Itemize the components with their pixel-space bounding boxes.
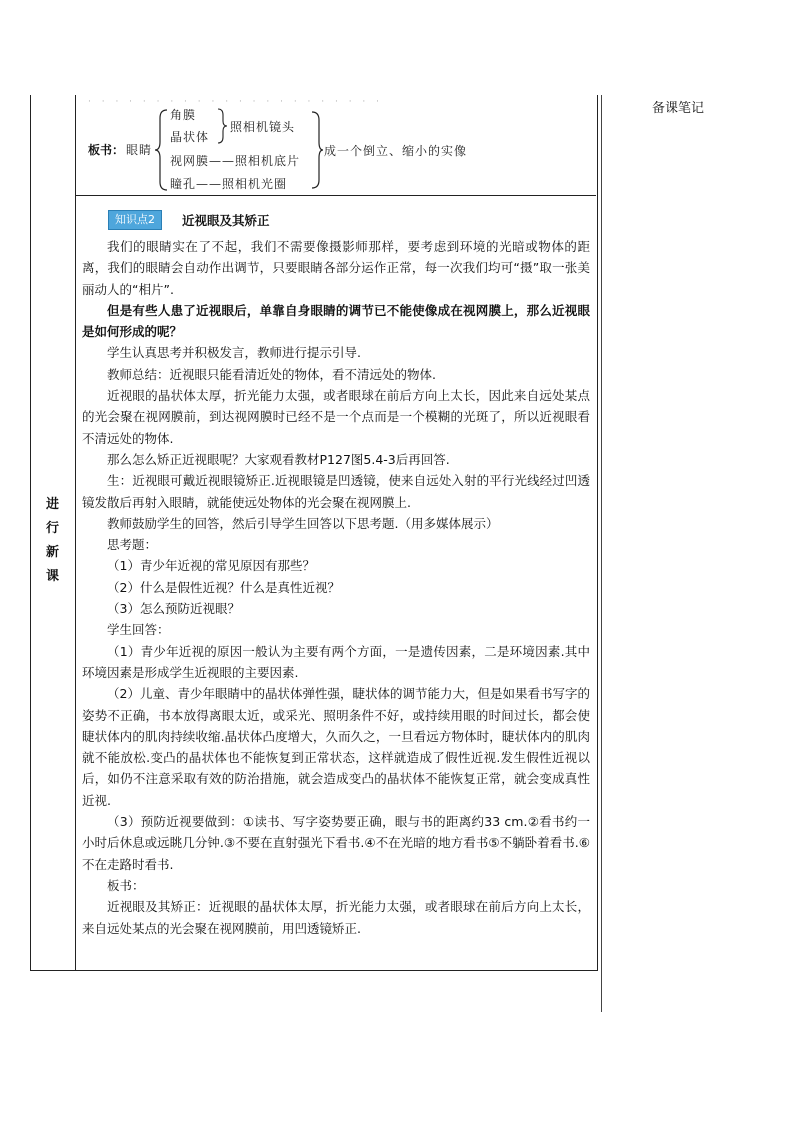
notes-column-divider — [601, 95, 602, 1012]
right-brace — [310, 110, 324, 190]
board-item-lens: 晶状体 — [170, 130, 210, 144]
row-divider — [75, 195, 596, 196]
board-item-pupil: 瞳孔——照相机光圈 — [170, 177, 288, 191]
board-eye: 眼睛 — [126, 143, 153, 157]
section-char: 进 — [45, 497, 59, 512]
answer-item: （3）预防近视要做到：①读书、写字姿势要正确，眼与书的距离约33 cm.②看书约一小时后休息或远眺几分钟.③不要在直射强光下看书.④不在光暗的地方看书⑤不躺卧着看书.⑥不在走路时看书. — [82, 814, 590, 872]
paragraph: 但是有些人患了近视眼后，单靠自身眼睛的调节已不能使像成在视网膜上，那么近视眼是如何形成的呢？ — [82, 302, 590, 340]
lesson-content — [82, 210, 590, 939]
knowledge-point-header — [82, 210, 590, 230]
paragraph: 我们的眼睛实在了不起，我们不需要像摄影师那样，要考虑到环境的光暗或物体的距离，我们的眼睛会自动作出调节，只要眼睛各部分运作正常，每一次我们均可“摄”取一张美丽动人的“相片”. — [82, 239, 590, 297]
paragraph: 生：近视眼可戴近视眼镜矫正.近视眼镜是凹透镜，使来自远处入射的平行光线经过凹透镜发散后再射入眼睛，就能使远处物体的光会聚在视网膜上. — [82, 473, 590, 510]
paragraph: 那么怎么矫正近视眼呢？大家观看教材P127图5.4-3后再回答. — [107, 451, 450, 467]
knowledge-point-badge: 知识点2 — [108, 210, 162, 230]
paragraph: 板书： — [107, 877, 145, 893]
board-item-cornea: 角膜 — [170, 108, 197, 122]
board-diagram — [82, 106, 592, 192]
board-camera-lens: 照相机镜头 — [230, 120, 296, 134]
answer-item: （2）儿童、青少年眼睛中的晶状体弹性强，睫状体的调节能力大，但是如果看书写字的姿势不正确，书本放得离眼太近，或采光、照明条件不好，或持续用眼的时间过长，都会使睫状体内的肌肉持续收缩.晶状体凸度增大，久而久之，一旦看远方物体时，睫状体内的肌肉就不能放松.变凸的晶状体也不能恢复到正常状态，这样就造成了假性近视.发生假性近视以后，如仍不注意采取有效的防治措施，就会造成变凸的晶状体不能恢复正常，就会变成真性近视. — [82, 686, 590, 808]
dotted-ruler: · · · · · · · · · · · · · · · · · · · · · · — [88, 97, 384, 107]
small-brace — [216, 107, 228, 145]
left-brace — [155, 108, 169, 192]
section-char: 行 — [45, 521, 59, 536]
paragraph: 学生认真思考并积极发言，教师进行提示引导. — [107, 345, 361, 361]
board-result: 成一个倒立、缩小的实像 — [324, 144, 468, 158]
paragraph: 思考题： — [107, 537, 158, 553]
section-char: 新 — [45, 545, 59, 560]
notes-title: 备课笔记 — [652, 101, 705, 116]
paragraph: 近视眼及其矫正：近视眼的晶状体太厚，折光能力太强，或者眼球在前后方向上太长，来自远处某点的光会聚在视网膜前，用凹透镜矫正. — [82, 899, 590, 936]
question-item: （1）青少年近视的常见原因有那些？ — [107, 558, 315, 574]
board-label: 板书： — [88, 143, 125, 157]
column-divider — [75, 95, 76, 970]
paragraph: 教师鼓励学生的回答，然后引导学生回答以下思考题.（用多媒体展示） — [107, 515, 499, 531]
paragraph: 教师总结：近视眼只能看清近处的物体，看不清远处的物体. — [107, 366, 436, 382]
paragraph: 近视眼的晶状体太厚，折光能力太强，或者眼球在前后方向上太长，因此来自远处某点的光会聚在视网膜前，到达视网膜时已经不是一个点而是一个模糊的光斑了，所以近视眼看不清远处的物体. — [82, 388, 590, 446]
board-item-retina: 视网膜——照相机底片 — [170, 154, 301, 168]
section-label — [30, 493, 75, 589]
paragraph: 学生回答： — [107, 622, 170, 638]
question-item: （3）怎么预防近视眼？ — [107, 601, 240, 617]
knowledge-point-title: 近视眼及其矫正 — [182, 213, 270, 228]
section-char: 课 — [45, 569, 59, 584]
answer-item: （1）青少年近视的原因一般认为主要有两个方面，一是遗传因素，二是环境因素.其中环境因素是形成学生近视眼的主要因素. — [82, 643, 590, 680]
question-item: （2）什么是假性近视？什么是真性近视？ — [107, 579, 340, 595]
